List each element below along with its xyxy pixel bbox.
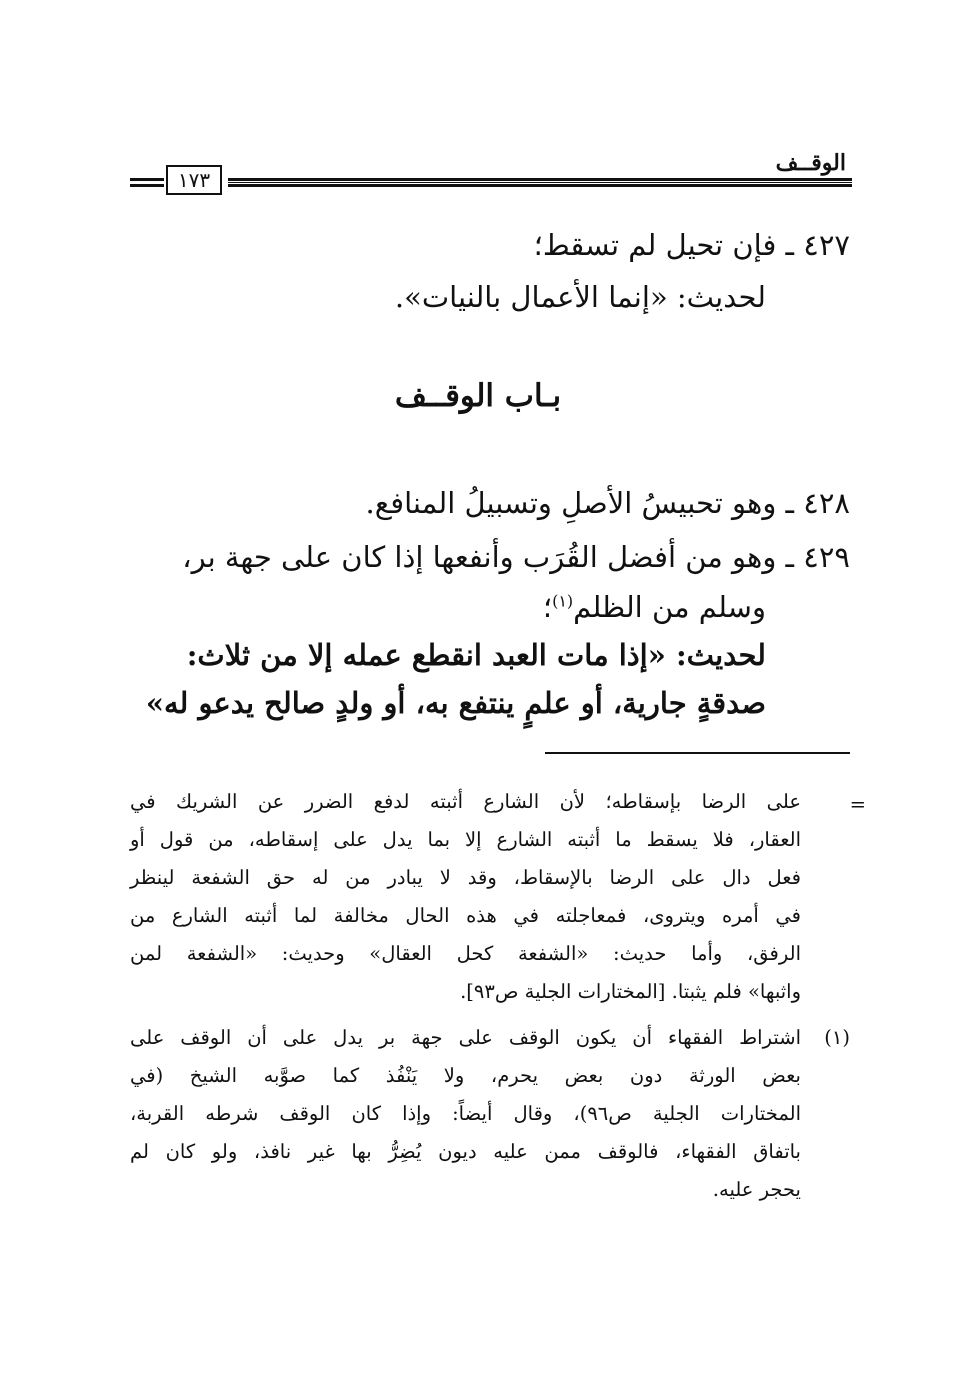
footnote-ref-1[interactable]: (١) [552, 591, 574, 611]
chapter-title: بـاب الوقــف [394, 378, 562, 414]
running-title: الوقــف [775, 150, 846, 176]
footnote-continuation-line: واثبها» فلم يثبتا. [المختارات الجلية ص٩٣]. [460, 980, 801, 1003]
footnote-1-line: اشتراط الفقهاء أن يكون الوقف على جهة بر يدل على أن الوقف على [130, 1026, 801, 1049]
footnote-1-mark: (١) [824, 1026, 850, 1049]
item-429-text: وسلم من الظلم [573, 590, 766, 624]
header-rule [228, 178, 852, 187]
item-427-line-1: ٤٢٧ ـ فإن تحيل لم تسقط؛ [533, 228, 850, 262]
page-number: ١٧٣ [166, 165, 222, 195]
footnote-continuation-line: فعل دال على الرضا بالإسقاط، وقد لا يبادر من له حق الشفعة لينظر [130, 866, 801, 889]
hadith-line-1: لحديث: «إذا مات العبد انقطع عمله إلا من ثلاث: [186, 638, 766, 672]
item-429-line-2 [543, 590, 766, 624]
footnote-1-line: المختارات الجلية ص٩٦)، وقال أيضاً: وإذا كان الوقف شرطه القربة، [130, 1102, 802, 1125]
hadith-line-2: صدقةٍ جارية، أو علمٍ ينتفع به، أو ولدٍ صالح يدعو له» [145, 686, 766, 720]
footnote-separator [545, 752, 850, 754]
footnote-continuation-line: على الرضا بإسقاطه؛ لأن الشارع أثبته لدفع الضرر عن الشريك في [130, 790, 801, 813]
item-427-line-2 [395, 280, 766, 314]
footnote-continuation-line: الرفق، وأما حديث: «الشفعة كحل العقال» وحديث: «الشفعة لمن [130, 942, 801, 965]
item-429-line-1: ٤٢٩ ـ وهو من أفضل القُرَب وأنفعها إذا كان على جهة بر، [182, 540, 850, 574]
hadith-text: لحديث: «إنما الأعمال بالنيات». [394, 280, 766, 314]
footnote-continuation-line: العقار، فلا يسقط ما أثبته الشارع إلا بما يدل على إسقاطه، من قول أو [130, 828, 801, 851]
footnote-1-line: بعض الورثة دون بعض يحرم، ولا يَنْفُذ كما صوَّبه الشيخ (في [130, 1064, 801, 1087]
item-428: ٤٢٨ ـ وهو تحبيسُ الأصلِ وتسبيلُ المنافع. [365, 486, 850, 520]
continuation-mark: = [849, 793, 866, 816]
footnote-1-line: باتفاق الفقهاء، فالوقف ممن عليه ديون يُضِرُّ بها غير نافذ، ولو كان لم [130, 1140, 801, 1163]
header-rule-short [130, 178, 164, 187]
item-429-end: ؛ [542, 590, 553, 624]
footnote-continuation-line: في أمره ويتروى، فمعاجلته في هذه الحال مخالفة لما أثبته الشارع من [130, 904, 801, 927]
footnote-1-line: يحجر عليه. [712, 1178, 801, 1201]
